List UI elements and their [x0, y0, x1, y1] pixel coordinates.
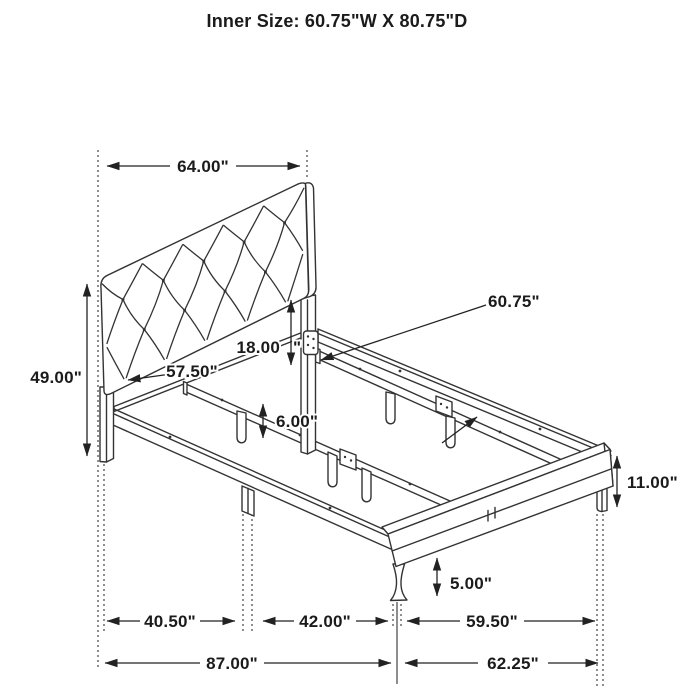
far-side-rail: [318, 329, 611, 464]
support-leg: [446, 416, 455, 448]
footboard: [382, 443, 613, 601]
dim-footboard-width: 62.25": [487, 654, 539, 673]
rail-joint-plate: [340, 449, 356, 470]
support-leg: [328, 452, 337, 487]
support-leg: [362, 468, 371, 502]
footboard-front: [388, 450, 613, 567]
support-leg: [237, 411, 246, 443]
dim-overall-length: 87.00": [206, 654, 258, 673]
dim-headboard-gap: 18.00: [236, 338, 280, 357]
support-leg: [386, 392, 395, 424]
dim-footboard-height: 11.00": [627, 473, 678, 492]
rail-bracket: [304, 331, 319, 355]
bed-drawing: [100, 183, 613, 601]
footboard-near-leg: [391, 564, 408, 601]
center-rail-far: [316, 348, 561, 468]
dim-inner-width: 60.75": [488, 292, 540, 311]
extension-lines: [98, 150, 603, 689]
dim-floor-clearance: 5.00": [450, 574, 493, 593]
dim-headboard-span: 57.50": [166, 362, 218, 381]
dim-span-left: 40.50": [144, 612, 196, 631]
dim-span-right: 59.50": [466, 612, 518, 631]
rail-joint-plate: [436, 396, 452, 417]
dim-center-leg-height: 6.00": [276, 412, 319, 431]
dimension-annotations: [87, 166, 617, 663]
dim-headboard-width: 64.00": [177, 157, 229, 176]
dim-headboard-height: 49.00": [30, 368, 82, 387]
dim-headboard-gap-unit: ": [293, 338, 302, 357]
dim-span-center: 42.00": [299, 612, 351, 631]
diagram-title: Inner Size: 60.75"W X 80.75"D: [206, 11, 468, 31]
